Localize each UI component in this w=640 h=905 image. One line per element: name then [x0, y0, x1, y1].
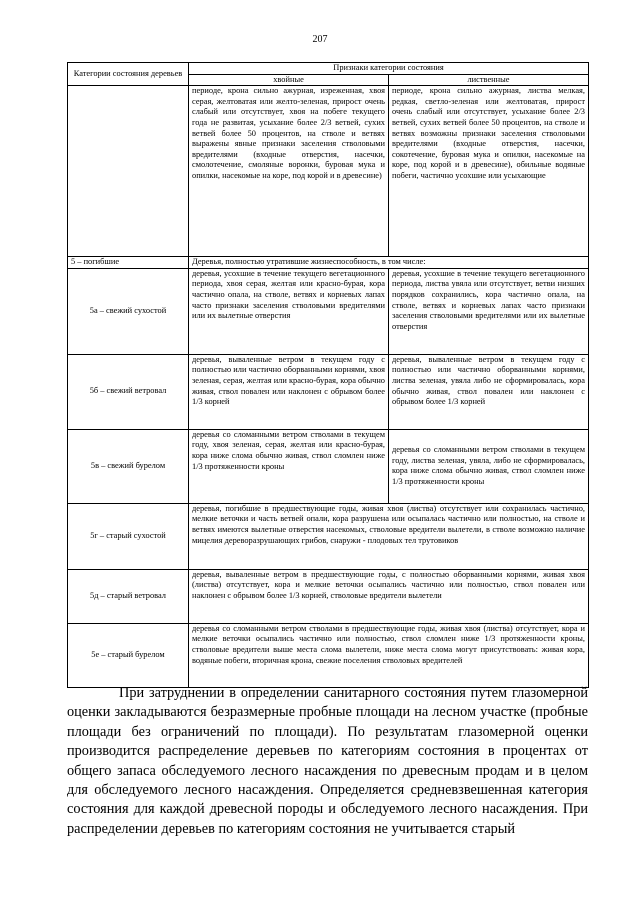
page-number: 207	[312, 34, 328, 45]
header-deciduous: лиственные	[389, 74, 589, 86]
table-cell-coniferous: периоде, крона сильно ажурная, изреженная, хвоя серая, желтоватая или желто-зеленая, прирост очень слабый или отсутствует, хвоя на побеге текущего года не развитая, усыхание более 2/3 ветвей, сухих ветвей более 50 процентов, на стволе и ветвях выражены явные признаки заселения стволовыми вредителями (входные отверстия, насечки, смолотечение, смоляные воронки, буровая мука и опилки, насекомые на коре, под корой и в древесине)	[189, 86, 389, 257]
table-cell-category: 5а – свежий сухостой	[68, 268, 189, 354]
condition-category-table	[67, 62, 589, 688]
header-signs: Признаки категории состояния	[189, 63, 589, 75]
table-cell-merged: деревья со сломанными ветром стволами в предшествующие годы, живая хвоя (листва) отсутствует, кора и мелкие веточки осыпались частично или полностью, ствол сломлен ниже 1/3 протяженности кроны, стволовые вредители выше места слома вылетели, ниже места слома могут присутствовать: живая кора, водяные побеги, вторичная крона, свежие поселения стволовых вредителей	[189, 623, 589, 687]
table-row	[68, 268, 589, 354]
header-coniferous: хвойные	[189, 74, 389, 86]
header-category: Категории состояния деревьев	[68, 63, 189, 86]
table-row-dead	[68, 257, 589, 269]
table-row	[68, 429, 589, 503]
table-cell-deciduous: деревья, усохшие в течение текущего вегетационного периода, листва увяла или отсутствует, ветви низших порядков сохранились, кора частично опала, на стволе, ветвях и корневых лапах часто признаки заселения стволовыми вредителями или их вылетные отверстия	[389, 268, 589, 354]
body-paragraph: При затруднении в определении санитарного состояния путем глазомерной оценки закладываются безразмерные пробные площади на лесном участке (пробные площади без ограничений по площади). По результатам глазомерной оценки производится распределение деревьев по категориям состояния в процентах от общего запаса обследуемого лесного насаждения по древесным продам и в целом для обследуемого лесного насаждения. Определяется средневзвешенная категория состояния для каждой древесной породы и обследуемого лесного насаждения. При распределении деревьев по категориям состояния не учитывается старый	[67, 685, 588, 837]
table-cell-deciduous: деревья со сломанными ветром стволами в текущем году, листва зеленая, увяла, либо не сформировалась, кора ниже слома обычно живая, ствол сломлен ниже 1/3 протяженности кроны	[389, 429, 589, 503]
table-row-continued	[68, 86, 589, 257]
table-row	[68, 503, 589, 569]
table-cell-category: 5д – старый ветровал	[68, 569, 189, 623]
table-cell-merged: деревья, погибшие в предшествующие годы, живая хвоя (листва) отсутствует или сохранилась частично, мелкие веточки и часть ветвей опали, кора разрушена или осыпалась частично или полностью, на стволе и ветвях имеются вылетные отверстия насекомых, стволовые вредители вылетели, в стволе возможно наличие мицелия дереворазрушающих грибов, снаружи - плодовых тел трутовиков	[189, 503, 589, 569]
table-cell-merged: деревья, вываленные ветром в предшествующие годы, с полностью оборванными корнями, живая хвоя (листва) отсутствует, кора и мелкие веточки осыпались частично или полностью, ствол повален или наклонен с обрывом более 1/3 корней, стволовые вредители вылетели	[189, 569, 589, 623]
table-cell-category: 5в – свежий бурелом	[68, 429, 189, 503]
table-cell-category: 5г – старый сухостой	[68, 503, 189, 569]
table-cell-deciduous: деревья, вываленные ветром в текущем году с полностью или частично оборванными корнями, листва зеленая, увяла либо не сформировалась, кора обычно живая, ствол повален или наклонен с обрывом более 1/3 корней	[389, 354, 589, 429]
table-row	[68, 354, 589, 429]
table-cell-coniferous: деревья со сломанными ветром стволами в текущем году, хвоя зеленая, серая, желтая или красно-бурая, кора ниже слома обычно живая, ствол сломлен ниже 1/3 протяженности кроны	[189, 429, 389, 503]
table-cell-coniferous: деревья, усохшие в течение текущего вегетационного периода, хвоя серая, желтая или красно-бурая, кора частично опала, на стволе, ветвях и корневых лапах часто признаки заселения стволовыми вредителями или их вылетные отверстия	[189, 268, 389, 354]
table-cell-category-empty	[68, 86, 189, 257]
table-cell-category: 5 – погибшие	[68, 257, 189, 269]
table-header-row	[68, 63, 589, 75]
table-row	[68, 569, 589, 623]
table-row	[68, 623, 589, 687]
table-cell-merged: Деревья, полностью утратившие жизнеспособность, в том числе:	[189, 257, 589, 269]
table-cell-deciduous: периоде, крона сильно ажурная, листва мелкая, редкая, светло-зеленая или желтоватая, прирост очень слабый или отсутствует, усыхание более 2/3 ветвей, сухих ветвей более 50 процентов, на стволе и ветвях возможны признаки заселения стволовыми вредителями (входные отверстия, насечки, сокотечение, буровая мука и опилки, насекомые на коре, под корой и в древесине), обильные водяные побеги, частично усохшие или усыхающие	[389, 86, 589, 257]
table-cell-category: 5е – старый бурелом	[68, 623, 189, 687]
table-cell-category: 5б – свежий ветровал	[68, 354, 189, 429]
table-cell-coniferous: деревья, вываленные ветром в текущем году с полностью или частично оборванными корнями, хвоя зеленая, серая, желтая или красно-бурая, кора обычно живая, ствол повален или наклонен с обрывом более 1/3 корней	[189, 354, 389, 429]
